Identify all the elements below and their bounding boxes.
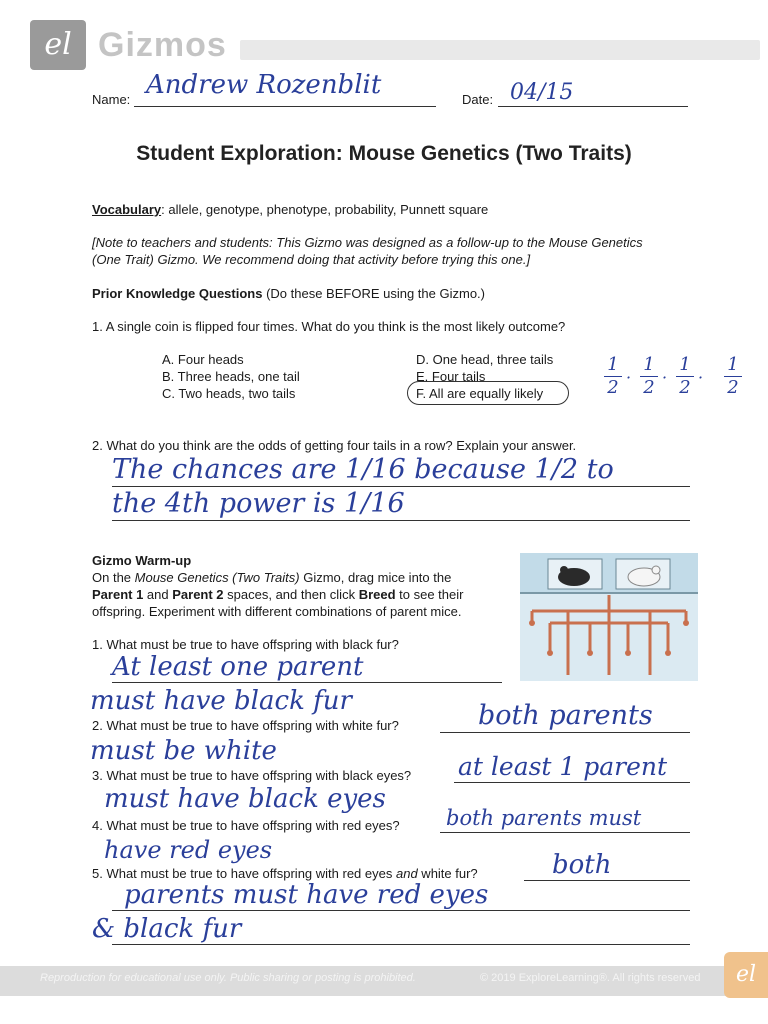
fraction-2: 1 2 bbox=[640, 356, 658, 397]
answer-line bbox=[112, 944, 690, 945]
warmup-answer-5-line-3: & black fur bbox=[92, 914, 242, 944]
answer-line bbox=[112, 486, 690, 487]
prior-heading bbox=[92, 286, 485, 301]
vocabulary-line bbox=[92, 202, 488, 217]
prior-question-1: 1. A single coin is flipped four times. What do you think is the most likely outcome? bbox=[92, 319, 566, 334]
fraction-4: 1 2 bbox=[724, 356, 742, 397]
note-line-1 bbox=[92, 235, 643, 250]
warmup-para-2: Parent 1 and Parent 2 spaces, and then click Breed to see their bbox=[92, 587, 464, 602]
answer-line bbox=[112, 682, 502, 683]
answer-line bbox=[524, 880, 690, 881]
gizmo-breeding-illustration bbox=[520, 553, 698, 681]
option-a: A. Four heads bbox=[162, 352, 244, 367]
warmup-answer-1-line-2: must have black fur bbox=[90, 686, 352, 716]
option-b: B. Three heads, one tail bbox=[162, 369, 300, 384]
name-value: Andrew Rozenblit bbox=[146, 70, 382, 100]
explorelearning-logo: el bbox=[30, 20, 86, 70]
warmup-question-5: 5. What must be true to have offspring with red eyes and white fur? bbox=[92, 866, 478, 881]
q2-answer-line-1: The chances are 1/16 because 1/2 to bbox=[112, 454, 614, 485]
option-e: E. Four tails bbox=[416, 369, 486, 384]
footer-logo: el bbox=[724, 952, 768, 998]
answer-line bbox=[454, 782, 690, 783]
answer-line bbox=[440, 732, 690, 733]
gizmos-brand: Gizmos bbox=[98, 26, 227, 64]
option-f: F. All are equally likely bbox=[416, 386, 544, 401]
note-italic: Mouse Genetics bbox=[548, 235, 643, 250]
option-d: D. One head, three tails bbox=[416, 352, 554, 367]
warmup-answer-2-line-2: must be white bbox=[90, 736, 277, 766]
prior-heading-rest: (Do these BEFORE using the Gizmo.) bbox=[262, 286, 485, 301]
warmup-answer-5-line-2: parents must have red eyes bbox=[124, 880, 489, 910]
fraction-3: 1 2 bbox=[676, 356, 694, 397]
date-underline bbox=[498, 106, 688, 107]
page-title: Student Exploration: Mouse Genetics (Two Traits) bbox=[136, 142, 632, 165]
vocabulary-text: : allele, genotype, phenotype, probability, Punnett square bbox=[161, 202, 489, 217]
warmup-question-2: 2. What must be true to have offspring with white fur? bbox=[92, 718, 399, 733]
name-underline bbox=[134, 106, 436, 107]
note-text-1: [Note to teachers and students: This Gizmo was designed as a follow-up to the bbox=[92, 235, 549, 250]
option-c: C. Two heads, two tails bbox=[162, 386, 296, 401]
warmup-heading: Gizmo Warm-up bbox=[92, 553, 192, 568]
warmup-answer-4-line-2: have red eyes bbox=[104, 836, 273, 864]
warmup-para-1: On the Mouse Genetics (Two Traits) Gizmo, drag mice into the bbox=[92, 570, 452, 585]
answer-line bbox=[440, 832, 690, 833]
footer-copyright-notice: Reproduction for educational use only. Public sharing or posting is prohibited. bbox=[40, 972, 416, 984]
note-line-2: (One Trait) Gizmo. We recommend doing that activity before trying this one.] bbox=[92, 252, 531, 267]
multiply-dot: · bbox=[698, 368, 704, 387]
multiply-dot: · bbox=[626, 368, 632, 387]
footer-rights: © 2019 ExploreLearning®. All rights reserved bbox=[480, 972, 701, 984]
header-band bbox=[240, 40, 760, 60]
date-value: 04/15 bbox=[510, 80, 574, 105]
warmup-answer-4-line-1: both parents must bbox=[446, 806, 642, 830]
warmup-answer-2-line-1: both parents bbox=[478, 700, 653, 731]
name-label: Name: bbox=[92, 92, 131, 107]
prior-question-2: 2. What do you think are the odds of getting four tails in a row? Explain your answer. bbox=[92, 438, 577, 453]
vocabulary-label: Vocabulary bbox=[92, 202, 162, 217]
warmup-para-3: offspring. Experiment with different combinations of parent mice. bbox=[92, 604, 462, 619]
date-label: Date: bbox=[462, 92, 494, 107]
prior-heading-bold: Prior Knowledge Questions bbox=[92, 286, 263, 301]
multiply-dot: · bbox=[662, 368, 668, 387]
warmup-answer-3-line-1: at least 1 parent bbox=[458, 752, 668, 781]
warmup-answer-1-line-1: At least one parent bbox=[112, 652, 364, 682]
warmup-question-1: 1. What must be true to have offspring with black fur? bbox=[92, 637, 399, 652]
answer-circle bbox=[407, 381, 569, 405]
answer-line bbox=[112, 520, 690, 521]
warmup-question-3: 3. What must be true to have offspring with black eyes? bbox=[92, 768, 412, 783]
fraction-1: 1 2 bbox=[604, 356, 622, 397]
answer-line bbox=[112, 910, 690, 911]
q2-answer-line-2: the 4th power is 1/16 bbox=[112, 488, 405, 519]
warmup-answer-5-line-1: both bbox=[552, 850, 612, 880]
warmup-question-4: 4. What must be true to have offspring with red eyes? bbox=[92, 818, 400, 833]
warmup-answer-3-line-2: must have black eyes bbox=[104, 784, 386, 814]
